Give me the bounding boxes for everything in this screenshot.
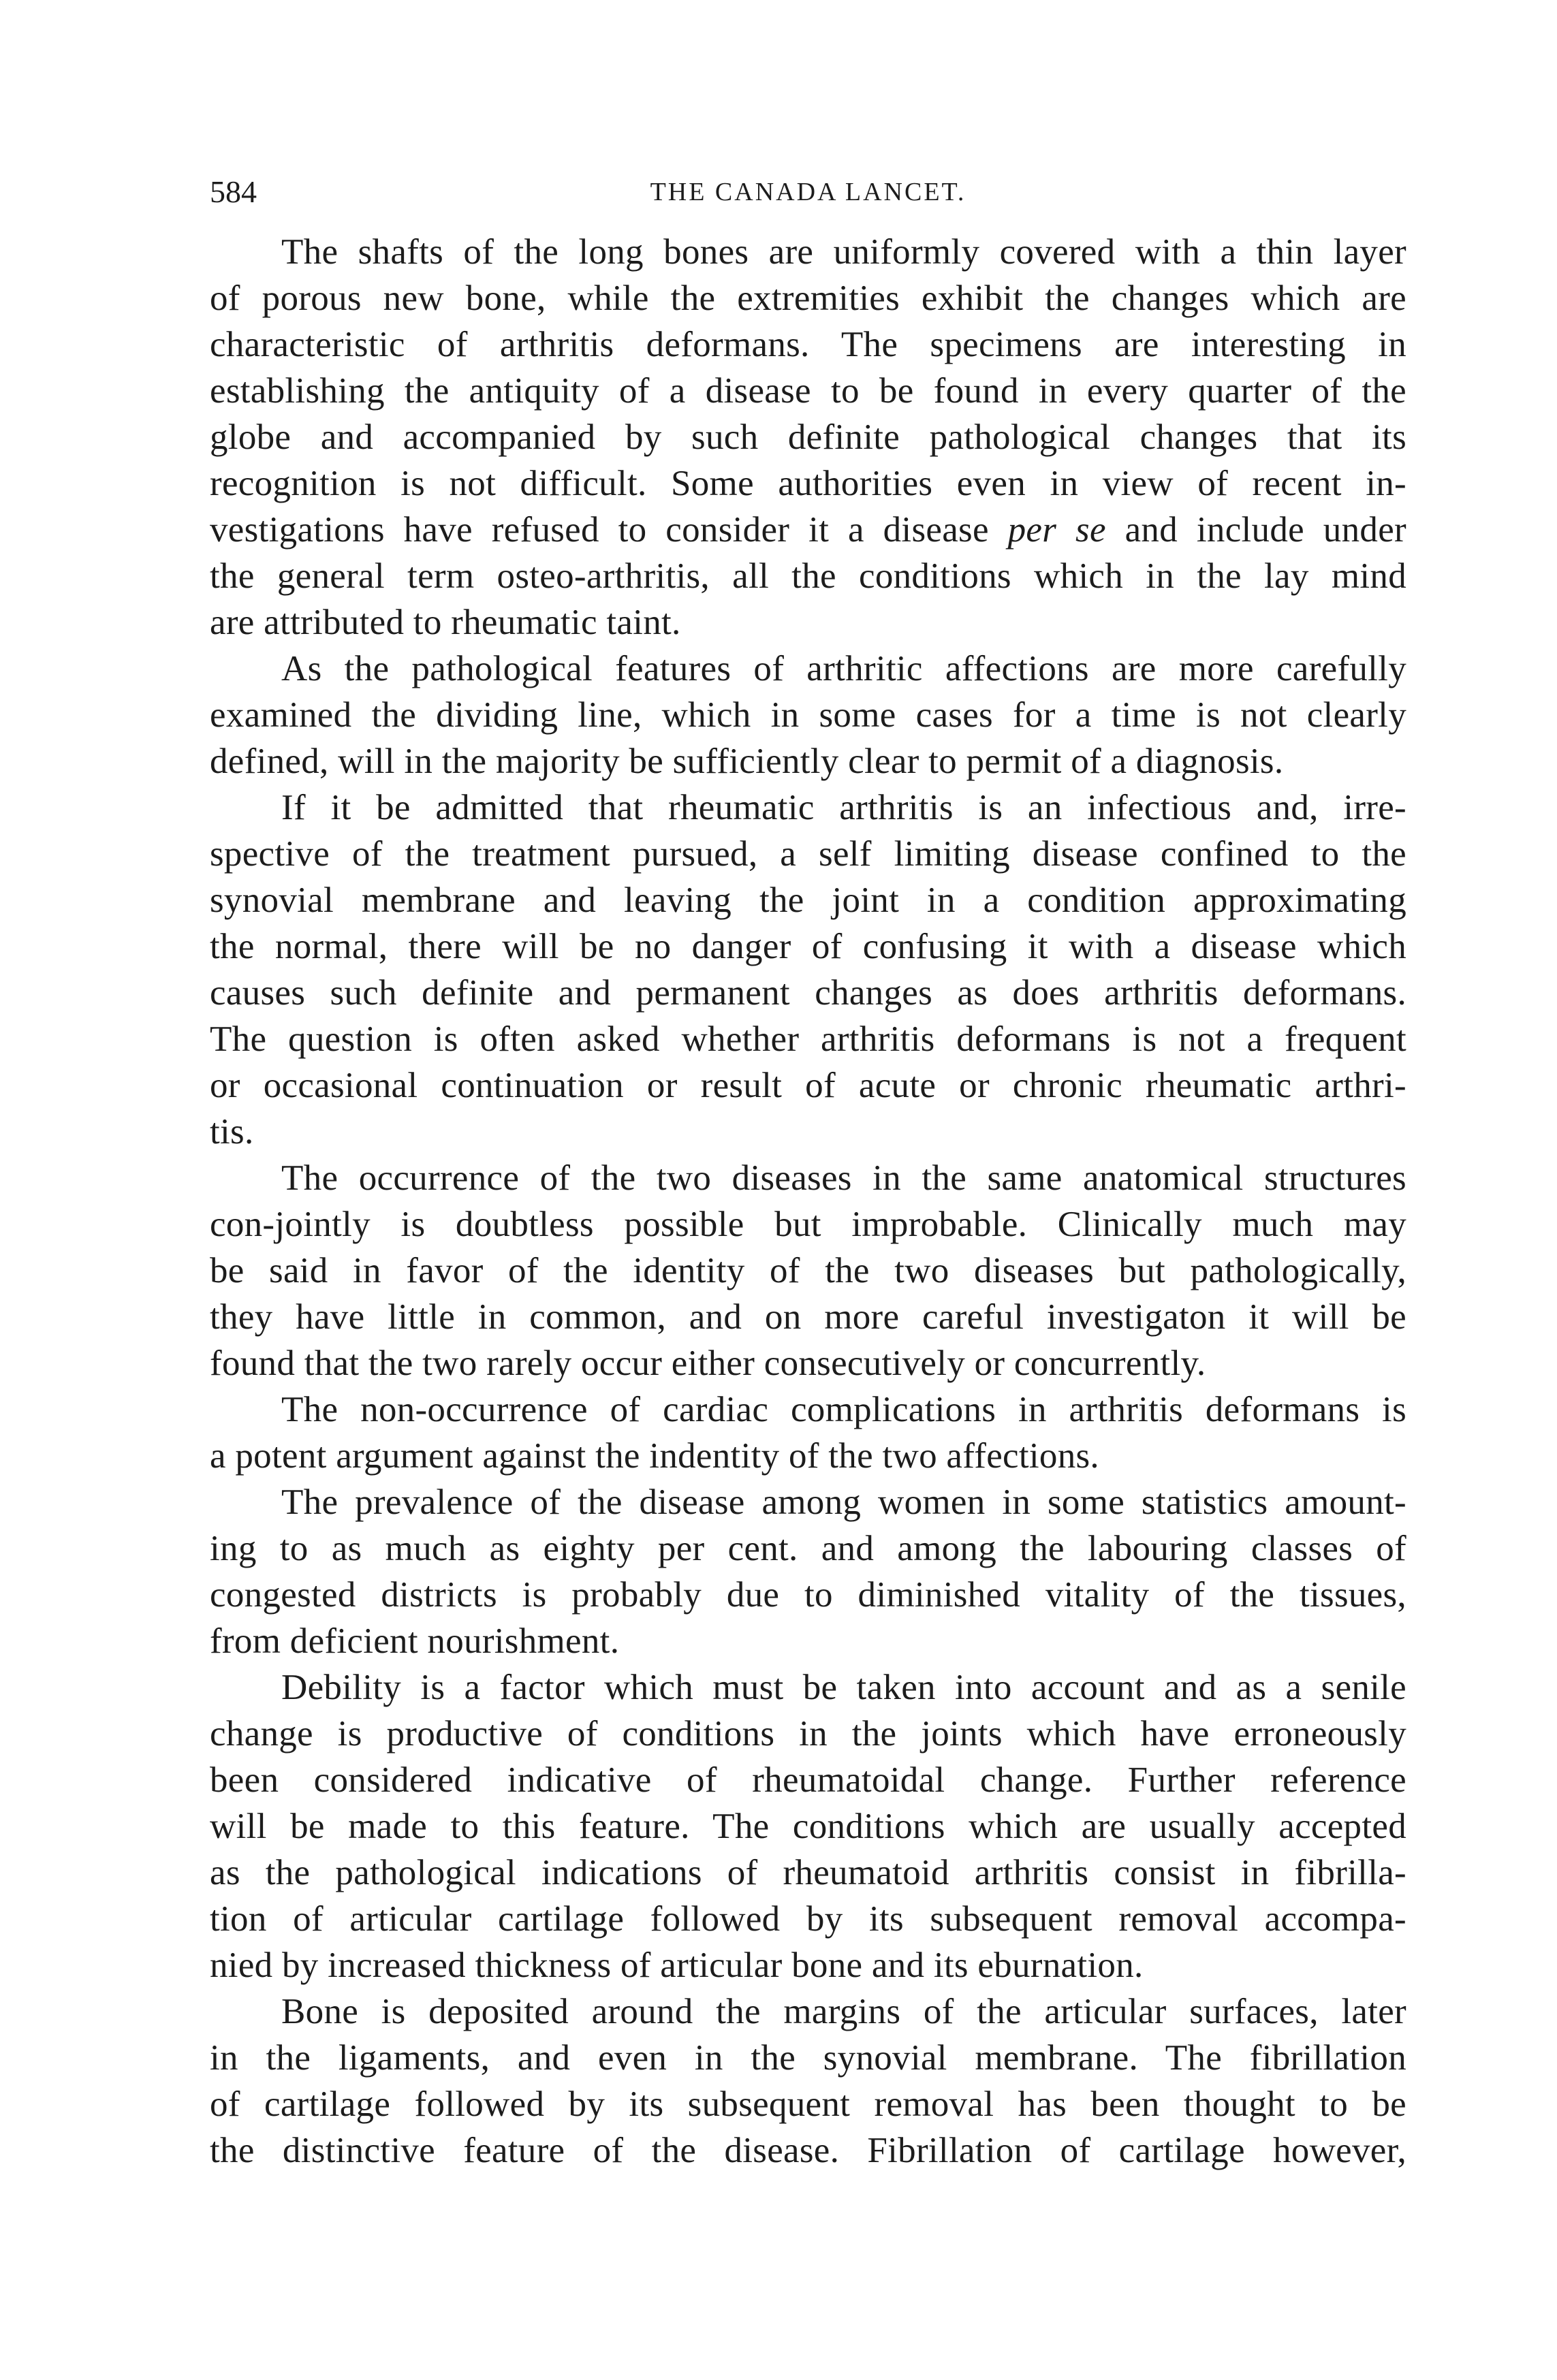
text-line: The question is often asked whether arthritis deformans is not a frequent: [210, 1019, 1406, 1059]
text-line: from deficient nourishment.: [210, 1621, 620, 1661]
text-line: Debility is a factor which must be taken into account and as a senile: [281, 1668, 1406, 1707]
text-line: recognition is not difficult. Some authorities even in view of recent in-: [210, 464, 1406, 503]
running-title: THE CANADA LANCET.: [650, 178, 966, 206]
text-line: The non-occurrence of cardiac complications in arthritis deformans is: [281, 1390, 1406, 1429]
text-line: as the pathological indications of rheumatoid arthritis consist in fibrilla-: [210, 1853, 1406, 1892]
text-line: characteristic of arthritis deformans. The specimens are interesting in: [210, 325, 1406, 364]
italic-phrase: per se: [1007, 510, 1106, 550]
text-line: found that the two rarely occur either consecutively or concurrently.: [210, 1344, 1206, 1383]
paragraph: [210, 1479, 1406, 1664]
text-line: congested districts is probably due to diminished vitality of the tissues,: [210, 1575, 1406, 1615]
page-number: 584: [210, 174, 257, 209]
text-line: tion of articular cartilage followed by its subsequent removal accompa-: [210, 1899, 1406, 1939]
text-line: The occurrence of the two diseases in the same anatomical structures: [281, 1158, 1406, 1198]
text-line: of cartilage followed by its subsequent removal has been thought to be: [210, 2084, 1406, 2124]
paragraph: [210, 1988, 1406, 2174]
text-line: or occasional continuation or result of acute or chronic rheumatic arthri-: [210, 1066, 1406, 1105]
paragraph: [210, 1664, 1406, 1988]
text-line: they have little in common, and on more careful investigaton it will be: [210, 1297, 1406, 1337]
text-line: con-jointly is doubtless possible but improbable. Clinically much may: [210, 1205, 1406, 1244]
text-line: causes such definite and permanent changes as does arthritis deformans.: [210, 973, 1406, 1013]
text-line: the normal, there will be no danger of confusing it with a disease which: [210, 927, 1406, 966]
text-line: nied by increased thickness of articular bone and its eburnation.: [210, 1946, 1144, 1985]
paragraph: [210, 784, 1406, 1155]
text-line: establishing the antiquity of a disease to be found in every quarter of the: [210, 371, 1406, 411]
text-line: globe and accompanied by such definite pathological changes that its: [210, 417, 1406, 457]
text-line: will be made to this feature. The conditions which are usually accepted: [210, 1807, 1406, 1846]
paragraph: [210, 646, 1406, 784]
text-line: spective of the treatment pursued, a self limiting disease confined to the: [210, 834, 1406, 874]
text-line: The shafts of the long bones are uniformly covered with a thin layer: [281, 232, 1406, 272]
text-line: been considered indicative of rheumatoidal change. Further reference: [210, 1760, 1406, 1800]
text-line: If it be admitted that rheumatic arthritis is an infectious and, irre-: [281, 788, 1406, 827]
text-line: [210, 507, 1406, 553]
paragraph: [210, 1386, 1406, 1479]
text-line: a potent argument against the indentity of the two affections.: [210, 1436, 1099, 1476]
text-line: of porous new bone, while the extremities exhibit the changes which are: [210, 279, 1406, 318]
text-line: the general term osteo-arthritis, all the conditions which in the lay mind: [210, 556, 1406, 596]
text-line: in the ligaments, and even in the synovial membrane. The fibrillation: [210, 2038, 1406, 2078]
article-body: [210, 229, 1406, 2174]
running-header: [210, 172, 1406, 212]
text-line: change is productive of conditions in the joints which have erroneously: [210, 1714, 1406, 1754]
text-line: ing to as much as eighty per cent. and among the labouring classes of: [210, 1529, 1406, 1568]
text-line: the distinctive feature of the disease. Fibrillation of cartilage however,: [210, 2131, 1406, 2170]
paragraph: [210, 1155, 1406, 1386]
paragraph: [210, 229, 1406, 646]
text-line: The prevalence of the disease among women in some statistics amount-: [281, 1482, 1406, 1522]
text-line: As the pathological features of arthritic affections are more carefully: [281, 649, 1406, 688]
text-line: synovial membrane and leaving the joint in a condition approximating: [210, 880, 1406, 920]
text-segment: vestigations have refused to consider it a disease: [210, 510, 1008, 550]
text-line: are attributed to rheumatic taint.: [210, 603, 681, 642]
text-segment: and include under: [1105, 510, 1406, 550]
text-line: defined, will in the majority be sufficiently clear to permit of a diagnosis.: [210, 742, 1284, 781]
text-line: examined the dividing line, which in some cases for a time is not clearly: [210, 695, 1406, 735]
text-line: tis.: [210, 1112, 254, 1152]
text-line: be said in favor of the identity of the two diseases but pathologically,: [210, 1251, 1406, 1290]
text-line: Bone is deposited around the margins of the articular surfaces, later: [281, 1992, 1406, 2031]
